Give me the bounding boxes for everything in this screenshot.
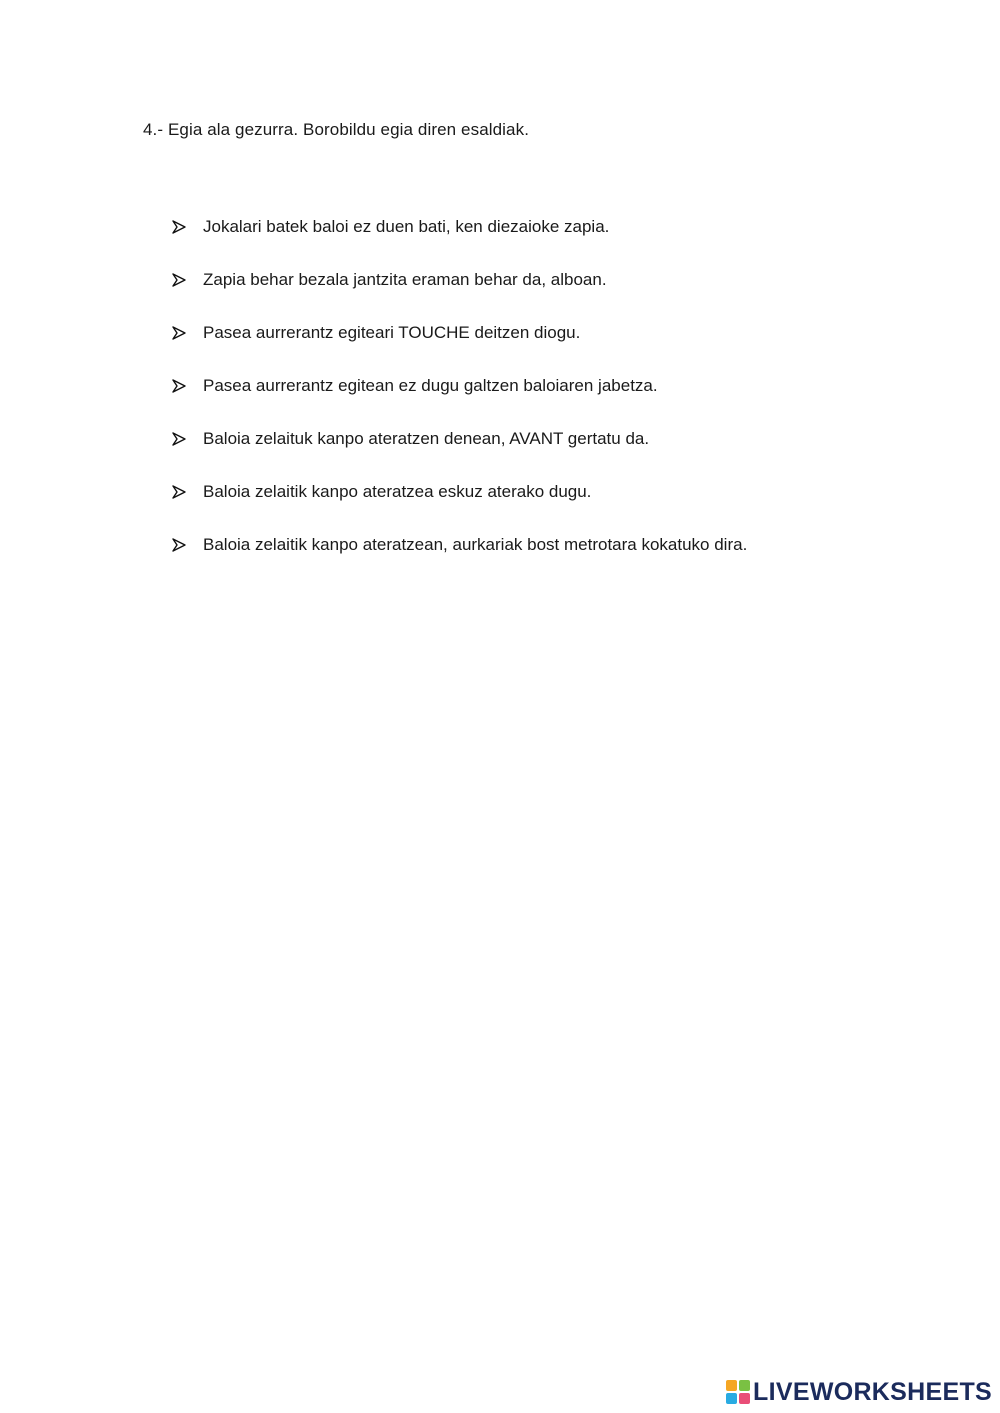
statement-list — [172, 200, 747, 571]
statement-text[interactable]: Baloia zelaituk kanpo ateratzen denean, AVANT gertatu da. — [203, 428, 650, 448]
logo-square — [726, 1393, 737, 1404]
arrowhead-bullet-icon — [172, 538, 203, 552]
arrowhead-bullet-icon — [172, 220, 203, 234]
statement-text[interactable]: Zapia behar bezala jantzita eraman behar da, alboan. — [203, 269, 607, 289]
list-item — [172, 200, 747, 253]
exercise-title: 4.- Egia ala gezurra. Borobildu egia diren esaldiak. — [143, 120, 530, 139]
arrowhead-bullet-icon — [172, 326, 203, 340]
logo-square — [739, 1380, 750, 1391]
statement-text[interactable]: Pasea aurrerantz egiteari TOUCHE deitzen diogu. — [203, 322, 581, 342]
list-item — [172, 253, 747, 306]
liveworksheets-logo-text: LIVEWORKSHEETS — [753, 1377, 992, 1406]
liveworksheets-logo — [726, 1379, 992, 1405]
logo-square — [726, 1380, 737, 1391]
arrowhead-bullet-icon — [172, 485, 203, 499]
list-item — [172, 306, 747, 359]
list-item — [172, 412, 747, 465]
logo-square — [739, 1393, 750, 1404]
liveworksheets-logo-icon — [726, 1380, 750, 1404]
list-item — [172, 518, 747, 571]
arrowhead-bullet-icon — [172, 273, 203, 287]
statement-text[interactable]: Baloia zelaitik kanpo ateratzea eskuz aterako dugu. — [203, 481, 592, 501]
statement-text[interactable]: Pasea aurrerantz egitean ez dugu galtzen baloiaren jabetza. — [203, 375, 658, 395]
statement-text[interactable]: Baloia zelaitik kanpo ateratzean, aurkariak bost metrotara kokatuko dira. — [203, 534, 748, 554]
arrowhead-bullet-icon — [172, 432, 203, 446]
statement-text[interactable]: Jokalari batek baloi ez duen bati, ken diezaioke zapia. — [203, 216, 610, 236]
list-item — [172, 359, 747, 412]
arrowhead-bullet-icon — [172, 379, 203, 393]
list-item — [172, 465, 747, 518]
